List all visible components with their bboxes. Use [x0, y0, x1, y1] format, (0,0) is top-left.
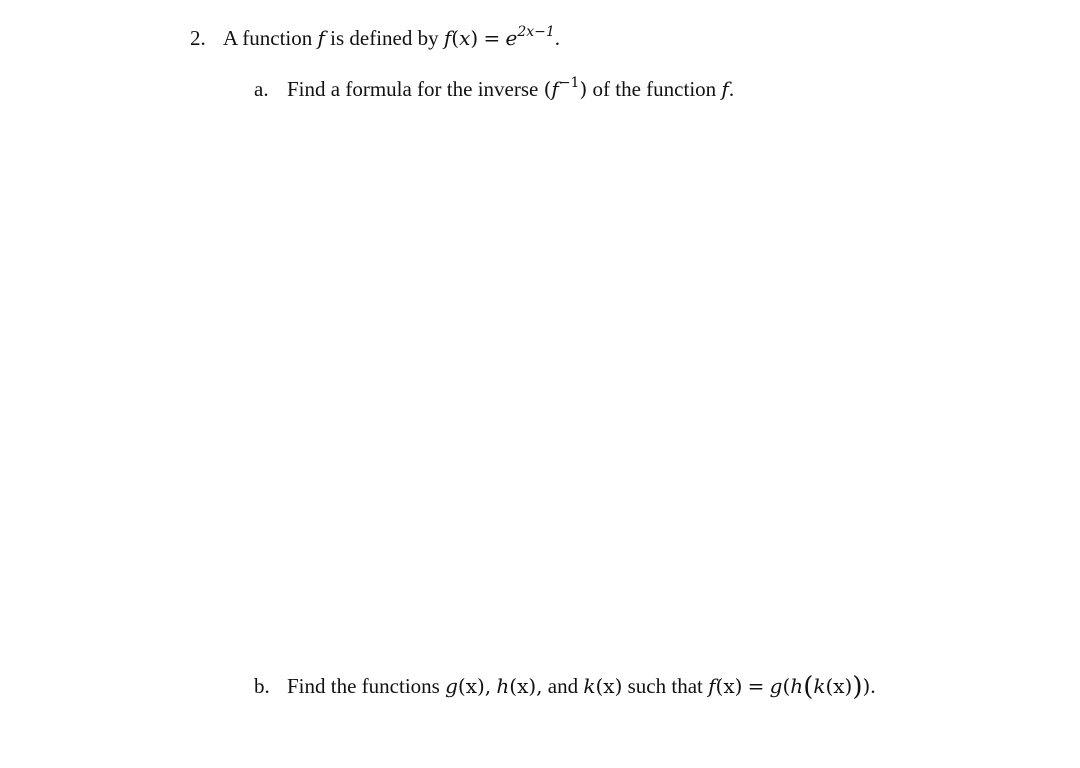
- math-lhs-close: ): [470, 26, 479, 50]
- part-b-rhs-g: g: [769, 674, 783, 698]
- math-base-e: e: [505, 26, 518, 50]
- math-lhs-f: f: [443, 26, 452, 50]
- part-b-k-arg: (x): [595, 674, 623, 698]
- part-a-period: .: [728, 77, 735, 101]
- part-b-rhs-open: (: [782, 674, 791, 698]
- part-b-text: Find the functions: [287, 674, 440, 698]
- part-b-k: k: [583, 674, 596, 698]
- part-a: [254, 75, 734, 103]
- part-a-label: a.: [254, 77, 269, 101]
- part-b-rhs-big-open: (: [803, 672, 814, 702]
- math-equals: =: [483, 26, 501, 50]
- part-b-f-lhs-arg: (x): [715, 674, 743, 698]
- part-b-rhs-k: k: [813, 674, 826, 698]
- question-period: .: [554, 26, 561, 50]
- part-b-rhs-close: ): [862, 674, 871, 698]
- part-b-rhs-k-arg: (x): [825, 674, 853, 698]
- part-b-period: .: [870, 674, 876, 698]
- part-a-text-after: of the function: [592, 77, 717, 101]
- question-2: [190, 24, 560, 52]
- part-b-h: h: [496, 674, 510, 698]
- math-lhs-x: x: [459, 26, 471, 50]
- part-a-paren-close: ): [579, 77, 588, 101]
- part-b-rhs-big-close: ): [852, 672, 863, 702]
- part-b: [254, 672, 876, 700]
- part-a-f: f: [551, 77, 559, 101]
- part-b-label: b.: [254, 674, 270, 698]
- part-b-h-arg: (x),: [509, 674, 543, 698]
- math-lhs-open: (: [451, 26, 460, 50]
- part-a-text: Find a formula for the inverse: [287, 77, 539, 101]
- math-exponent: 2x−1: [517, 24, 555, 40]
- part-b-g: g: [445, 674, 458, 698]
- question-number: 2.: [190, 26, 206, 50]
- part-b-rhs-h: h: [790, 674, 804, 698]
- part-b-g-arg: (x),: [457, 674, 492, 698]
- part-a-paren-open: (: [543, 77, 552, 101]
- part-a-exponent: −1: [558, 75, 580, 91]
- part-b-equals: =: [747, 674, 765, 698]
- part-b-f-lhs: f: [708, 674, 716, 698]
- math-variable-f: f: [317, 26, 325, 50]
- part-b-and: and: [547, 674, 579, 698]
- part-a-f-end: f: [721, 77, 729, 101]
- question-text-start: A function: [223, 26, 313, 50]
- part-b-such-that: such that: [627, 674, 703, 698]
- question-text-defined: is defined by: [330, 26, 439, 50]
